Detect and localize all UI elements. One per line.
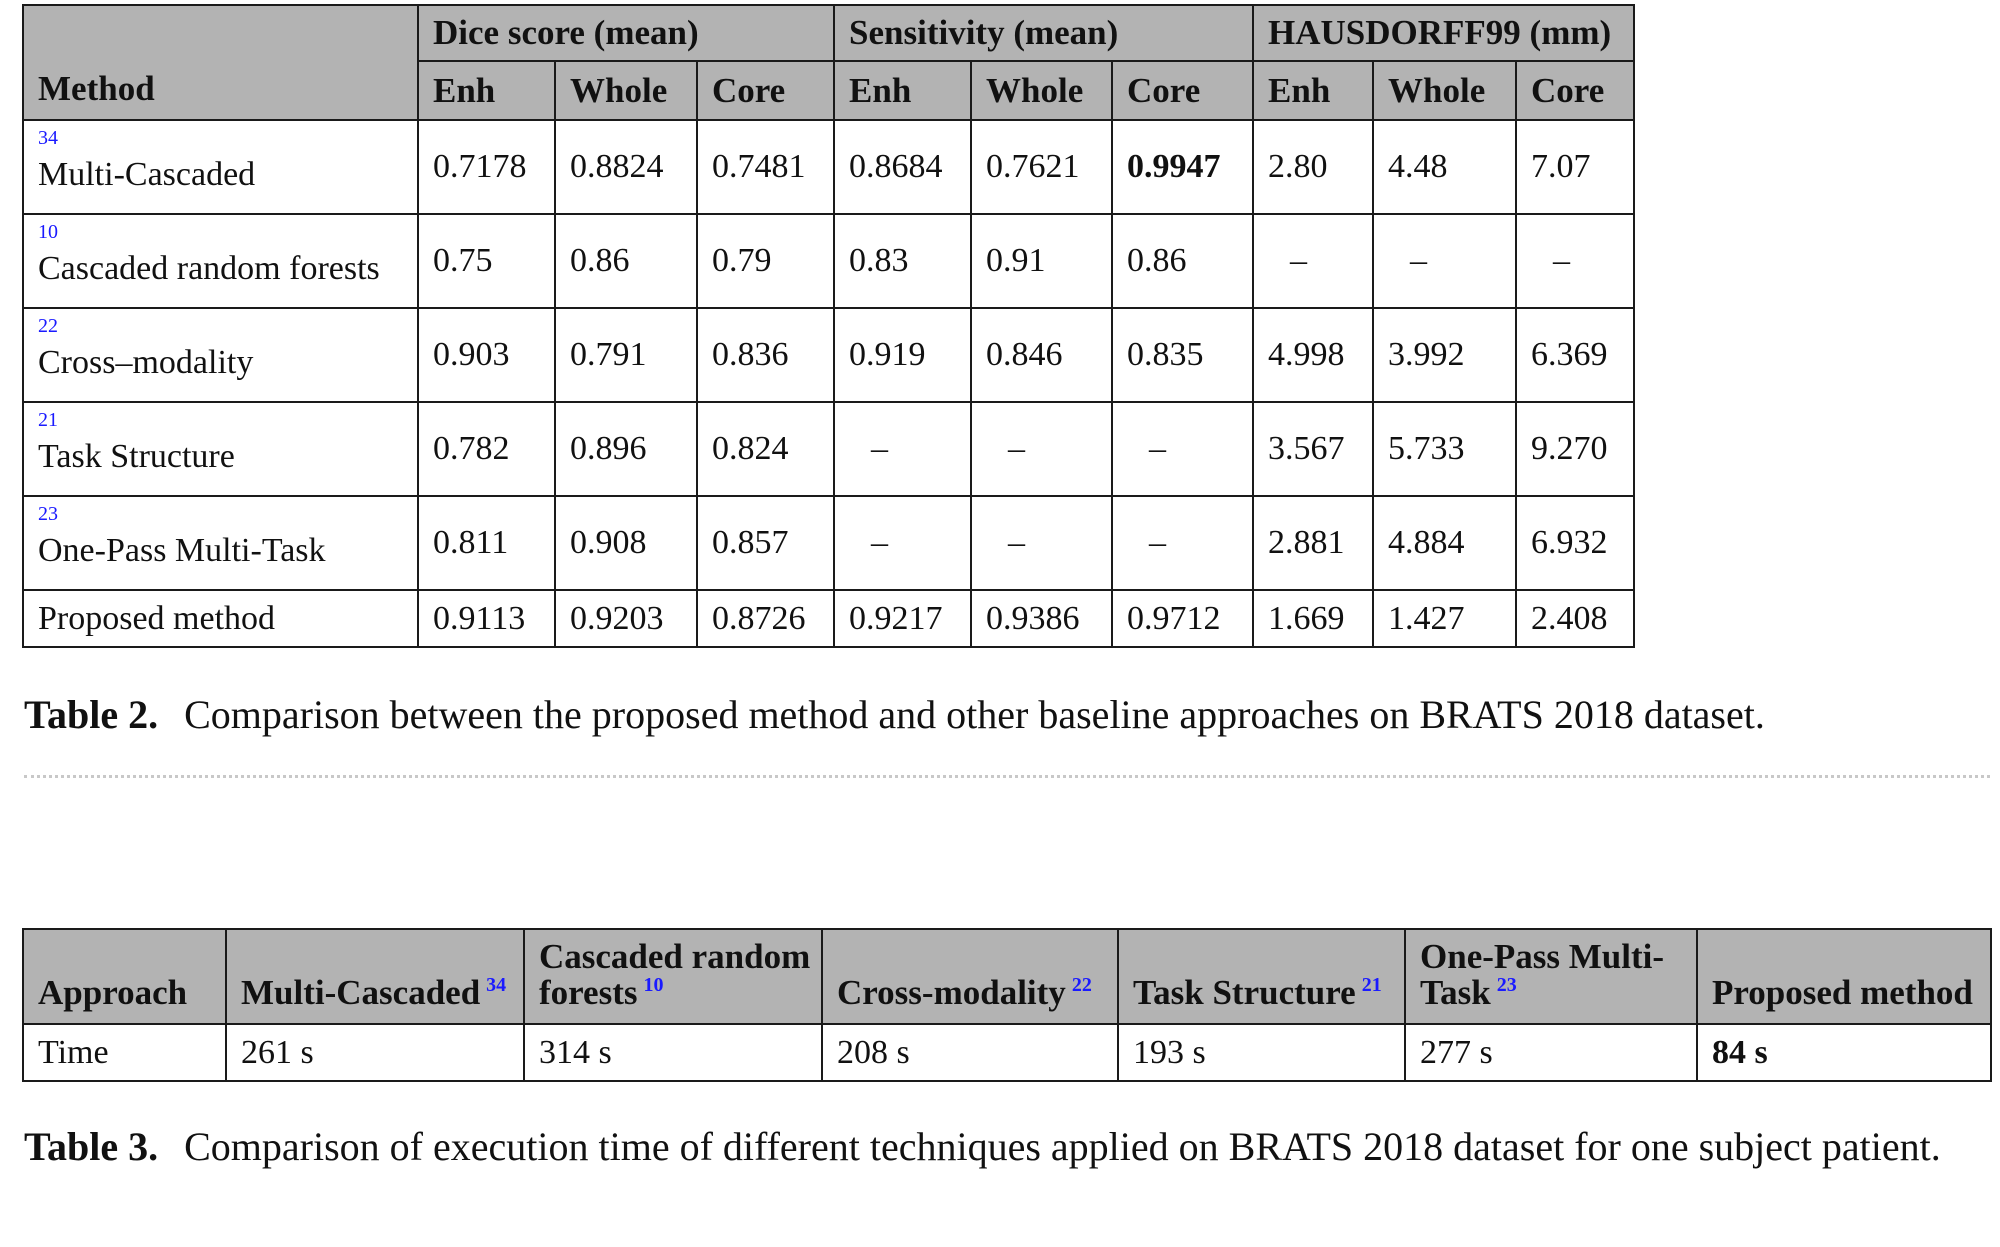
value-cell: 2.408 (1516, 590, 1634, 647)
citation-link[interactable]: 21 (1361, 974, 1382, 997)
value-cell: – (1253, 214, 1373, 308)
subheader: Enh (1253, 61, 1373, 120)
value-cell: 0.9712 (1112, 590, 1253, 647)
value-cell: 3.567 (1253, 402, 1373, 496)
time-cell: 208 s (822, 1024, 1118, 1081)
value-cell: – (1373, 214, 1516, 308)
value-cell: 0.7621 (971, 120, 1112, 214)
value-cell: – (1112, 402, 1253, 496)
method-cell (23, 402, 418, 496)
value-cell: 0.896 (555, 402, 697, 496)
value-cell: 0.9113 (418, 590, 555, 647)
subheader: Whole (971, 61, 1112, 120)
value-cell: 0.86 (1112, 214, 1253, 308)
table-caption (24, 690, 1984, 740)
header-multi-cascaded: Multi-Cascaded $^{34}$ (226, 929, 524, 1024)
value-cell: 0.8726 (697, 590, 834, 647)
value-cell: 1.427 (1373, 590, 1516, 647)
citation-link[interactable]: 34 (38, 127, 58, 149)
subheader: Whole (555, 61, 697, 120)
value-cell: 0.79 (697, 214, 834, 308)
header-cascaded-random-forests: Cascaded random forests $^{10}$ (524, 929, 822, 1024)
citation-link[interactable]: 34 (486, 974, 507, 997)
subheader: Whole (1373, 61, 1516, 120)
method-header: Method (23, 5, 418, 120)
header-proposed-method: Proposed method (1697, 929, 1991, 1024)
value-cell: 4.48 (1373, 120, 1516, 214)
table-row (23, 214, 1634, 308)
method-name: Cascaded random forests (38, 250, 380, 287)
method-name: Cross–modality (38, 344, 254, 381)
time-cell-best: 84 s (1697, 1024, 1991, 1081)
method-name: Multi-Cascaded (38, 156, 256, 193)
citation-link[interactable]: 23 (38, 503, 58, 525)
caption-label: Table 3. (24, 1124, 159, 1169)
value-cell: 0.846 (971, 308, 1112, 402)
value-cell: 0.919 (834, 308, 971, 402)
method-cell (23, 496, 418, 590)
method-cell (23, 214, 418, 308)
value-cell: – (971, 402, 1112, 496)
caption-label: Table 2. (24, 692, 159, 737)
value-cell: 7.07 (1516, 120, 1634, 214)
method-name: One-Pass Multi-Task (38, 532, 326, 569)
table-row (23, 1024, 1991, 1081)
value-cell: 0.9203 (555, 590, 697, 647)
section-divider (24, 775, 1990, 778)
citation-link[interactable]: 21 (38, 409, 58, 431)
header-task-structure: Task Structure $^{21}$ (1118, 929, 1405, 1024)
value-cell: – (834, 496, 971, 590)
value-cell: 0.782 (418, 402, 555, 496)
method-name: Task Structure (38, 438, 235, 475)
value-cell: 0.835 (1112, 308, 1253, 402)
group-header-dice: Dice score (mean) (418, 5, 834, 61)
method-cell (23, 308, 418, 402)
value-cell: – (834, 402, 971, 496)
value-cell: 0.9386 (971, 590, 1112, 647)
value-cell: 6.932 (1516, 496, 1634, 590)
value-cell: – (1516, 214, 1634, 308)
value-cell: 4.998 (1253, 308, 1373, 402)
value-cell: 0.824 (697, 402, 834, 496)
execution-time-table (22, 928, 1992, 1082)
citation-link[interactable]: 22 (1071, 974, 1092, 997)
subheader: Core (1112, 61, 1253, 120)
citation-link[interactable]: 22 (38, 315, 58, 337)
group-header-hausdorff: HAUSDORFF99 (mm) (1253, 5, 1634, 61)
time-cell: 193 s (1118, 1024, 1405, 1081)
method-cell (23, 120, 418, 214)
value-cell: 2.881 (1253, 496, 1373, 590)
value-cell: 9.270 (1516, 402, 1634, 496)
subheader: Core (1516, 61, 1634, 120)
value-cell: 0.791 (555, 308, 697, 402)
header-one-pass-multi-task: One-Pass Multi-Task $^{23}$ (1405, 929, 1697, 1024)
table-row (23, 120, 1634, 214)
value-cell: 0.857 (697, 496, 834, 590)
time-cell: 314 s (524, 1024, 822, 1081)
time-cell: 261 s (226, 1024, 524, 1081)
value-cell: 0.86 (555, 214, 697, 308)
value-cell: 0.908 (555, 496, 697, 590)
value-cell: 0.903 (418, 308, 555, 402)
value-cell: 0.91 (971, 214, 1112, 308)
value-cell: 6.369 (1516, 308, 1634, 402)
table-row (23, 402, 1634, 496)
value-cell: 3.992 (1373, 308, 1516, 402)
value-cell: – (971, 496, 1112, 590)
table-row (23, 496, 1634, 590)
citation-link[interactable]: 23 (1496, 974, 1517, 997)
subheader: Enh (418, 61, 555, 120)
table-row (23, 590, 1634, 647)
header-cross-modality: Cross-modality $^{22}$ (822, 929, 1118, 1024)
value-cell: 0.8824 (555, 120, 697, 214)
caption-text: Comparison between the proposed method and other baseline approaches on BRATS 2018 dataset. (184, 692, 1765, 737)
citation-link[interactable]: 10 (643, 974, 664, 997)
value-cell: – (1112, 496, 1253, 590)
group-header-sensitivity: Sensitivity (mean) (834, 5, 1253, 61)
value-cell: 0.7481 (697, 120, 834, 214)
value-cell: 0.836 (697, 308, 834, 402)
citation-link[interactable]: 10 (38, 221, 58, 243)
subheader: Core (697, 61, 834, 120)
value-cell: 0.9217 (834, 590, 971, 647)
caption-text: Comparison of execution time of different techniques applied on BRATS 2018 dataset for one subject patient. (184, 1124, 1941, 1169)
comparison-table (22, 4, 1635, 648)
value-cell: 4.884 (1373, 496, 1516, 590)
value-cell: 0.811 (418, 496, 555, 590)
table-row (23, 308, 1634, 402)
value-cell: 2.80 (1253, 120, 1373, 214)
value-cell: 1.669 (1253, 590, 1373, 647)
value-cell: 0.7178 (418, 120, 555, 214)
value-cell: 0.83 (834, 214, 971, 308)
row-label: Time (23, 1024, 226, 1081)
method-cell: Proposed method (23, 590, 418, 647)
value-cell: 0.8684 (834, 120, 971, 214)
value-cell: 0.75 (418, 214, 555, 308)
subheader: Enh (834, 61, 971, 120)
value-cell: 5.733 (1373, 402, 1516, 496)
time-cell: 277 s (1405, 1024, 1697, 1081)
table-caption (24, 1122, 1994, 1172)
header-approach: Approach (23, 929, 226, 1024)
value-cell-best: 0.9947 (1112, 120, 1253, 214)
